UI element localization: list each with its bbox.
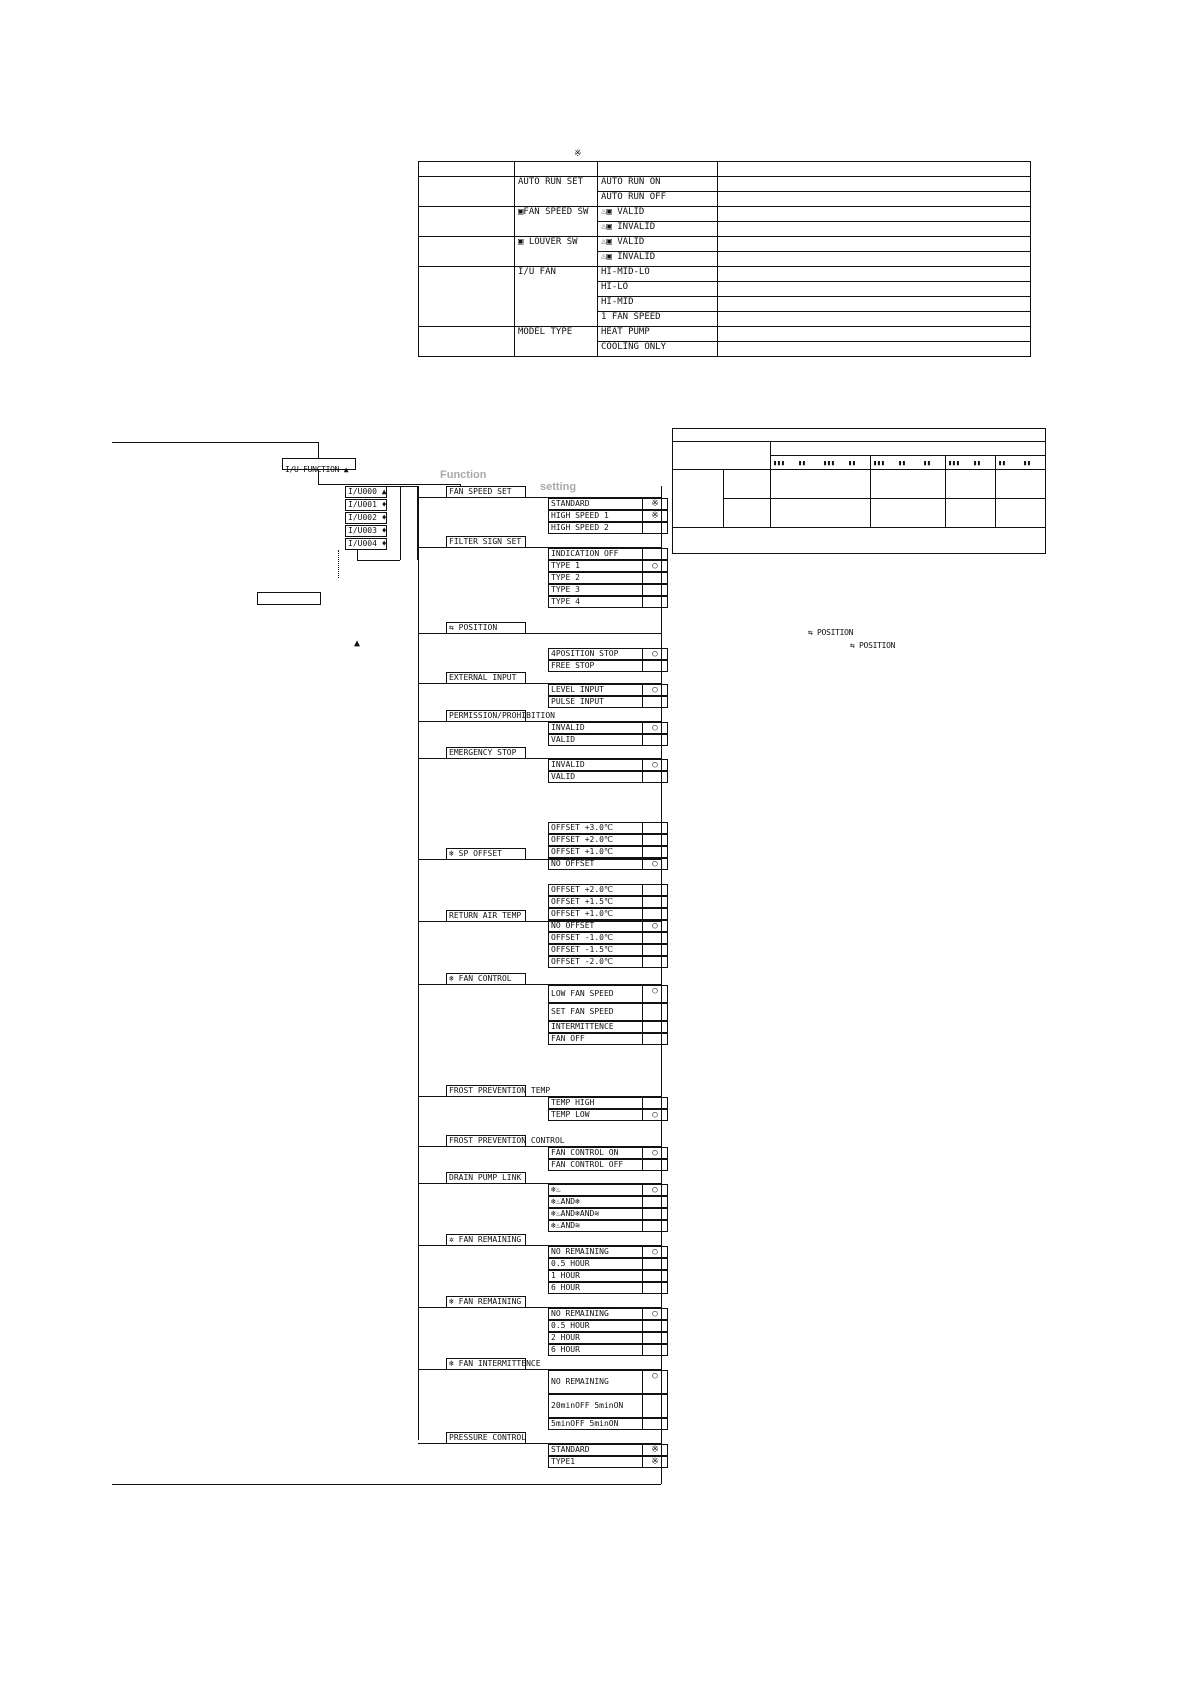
setting-option-label: VALID — [551, 772, 576, 781]
setting-option — [548, 944, 668, 956]
setting-option-label: ❄♨ — [551, 1185, 561, 1194]
speed-table-header-cell: ▮▮▮ — [773, 459, 785, 467]
setting-option-label: 4POSITION STOP — [551, 649, 619, 658]
setting-default-mark: ○ — [642, 722, 667, 734]
setting-option-label: INTERMITTENCE — [551, 1022, 614, 1031]
setting-option — [548, 1394, 668, 1418]
speed-table-header-cell: ▮▮ — [898, 459, 906, 467]
setting-option — [548, 572, 668, 584]
speed-table-header-cell: ▮▮ — [923, 459, 931, 467]
setting-default-mark — [642, 1097, 667, 1109]
setting-default-mark — [642, 1208, 667, 1220]
function-item: FROST PREVENTION TEMP — [446, 1085, 526, 1097]
setting-option-label: 20minOFF 5minON — [551, 1401, 624, 1410]
function-item: ❄ SP OFFSET — [446, 848, 526, 860]
setting-option-label: TYPE 3 — [551, 585, 580, 594]
setting-option — [548, 858, 668, 870]
setting-default-mark: ※ — [642, 510, 667, 522]
setting-option-label: 0.5 HOUR — [551, 1259, 590, 1268]
table-option: HI-MID-LO — [598, 267, 718, 282]
setting-default-mark: ※ — [642, 498, 667, 510]
setting-option — [548, 822, 668, 834]
table-option: ♨▣ INVALID — [598, 252, 718, 267]
setting-option — [548, 498, 668, 510]
setting-option — [548, 771, 668, 783]
setting-option — [548, 1332, 668, 1344]
speed-table — [672, 428, 1046, 554]
table-option: HI-LO — [598, 282, 718, 297]
setting-option-label: 6 HOUR — [551, 1283, 580, 1292]
setting-option-label: TEMP LOW — [551, 1110, 590, 1119]
setting-option-label: 0.5 HOUR — [551, 1321, 590, 1330]
setting-option-label: PULSE INPUT — [551, 697, 604, 706]
up-triangle: ▲ — [354, 638, 360, 649]
setting-option-label: 2 HOUR — [551, 1333, 580, 1342]
setting-option — [548, 920, 668, 932]
setting-default-mark — [642, 944, 667, 956]
setting-option — [548, 1270, 668, 1282]
setting-option — [548, 1344, 668, 1356]
setting-option-label: NO OFFSET — [551, 921, 595, 930]
setting-default-mark — [642, 896, 667, 908]
setting-option — [548, 1184, 668, 1196]
setting-option-label: OFFSET -1.0℃ — [551, 933, 613, 942]
setting-option-label: SET FAN SPEED — [551, 1007, 614, 1016]
setting-option — [548, 522, 668, 534]
setting-default-mark: ○ — [642, 648, 667, 660]
setting-option — [548, 1220, 668, 1232]
code-item: I/U001 ♦ — [345, 499, 387, 511]
setting-option-label: OFFSET +1.5℃ — [551, 897, 613, 906]
position-note-1: ⇆ POSITION — [808, 628, 854, 637]
setting-default-mark: ○ — [642, 985, 667, 1003]
speed-table-header-cell: ▮▮ — [848, 459, 856, 467]
setting-option — [548, 596, 668, 608]
code-item: I/U000 ▲ — [345, 486, 387, 498]
setting-default-mark: ○ — [642, 1370, 667, 1394]
setting-option-label: INVALID — [551, 760, 585, 769]
setting-default-mark — [642, 1196, 667, 1208]
setting-option-label: OFFSET -2.0℃ — [551, 957, 613, 966]
table-option: HEAT PUMP — [598, 327, 718, 342]
setting-option — [548, 956, 668, 968]
setting-option — [548, 1109, 668, 1121]
setting-option-label: ❄♨AND❄ — [551, 1197, 580, 1206]
setting-default-mark: ○ — [642, 858, 667, 870]
speed-table-header-cell: ▮▮▮ — [948, 459, 960, 467]
position-note-2: ⇆ POSITION — [850, 641, 896, 650]
setting-default-mark — [642, 1003, 667, 1021]
setting-default-mark: ○ — [642, 1109, 667, 1121]
setting-option — [548, 1021, 668, 1033]
setting-default-mark: ○ — [642, 684, 667, 696]
setting-default-mark — [642, 834, 667, 846]
setting-option-label: INVALID — [551, 723, 585, 732]
setting-option — [548, 896, 668, 908]
setting-default-mark — [642, 1418, 667, 1430]
setting-option — [548, 932, 668, 944]
setting-option — [548, 548, 668, 560]
code-item: I/U002 ♦ — [345, 512, 387, 524]
setting-option-label: OFFSET +3.0℃ — [551, 823, 613, 832]
setting-option-label: FREE STOP — [551, 661, 595, 670]
setting-option-label: TEMP HIGH — [551, 1098, 595, 1107]
setting-option-label: 6 HOUR — [551, 1345, 580, 1354]
setting-default-mark — [642, 572, 667, 584]
setting-default-mark: ○ — [642, 1184, 667, 1196]
setting-default-mark — [642, 822, 667, 834]
setting-default-mark — [642, 956, 667, 968]
setting-option — [548, 722, 668, 734]
setting-default-mark — [642, 1282, 667, 1294]
setting-default-mark — [642, 522, 667, 534]
setting-default-mark — [642, 1394, 667, 1418]
function-item: ❄ FAN CONTROL — [446, 973, 526, 985]
setting-default-mark — [642, 908, 667, 920]
setting-default-mark — [642, 1159, 667, 1171]
setting-option — [548, 1246, 668, 1258]
table-option: ♨▣ INVALID — [598, 222, 718, 237]
setting-option — [548, 560, 668, 572]
setting-option-label: OFFSET -1.5℃ — [551, 945, 613, 954]
setting-option-label: LOW FAN SPEED — [551, 989, 614, 998]
setting-option — [548, 908, 668, 920]
table-option: 1 FAN SPEED — [598, 312, 718, 327]
setting-option-label: TYPE 2 — [551, 573, 580, 582]
speed-table-header-cell: ▮▮ — [998, 459, 1006, 467]
function-item: EXTERNAL INPUT — [446, 672, 526, 684]
table-option: AUTO RUN OFF — [598, 192, 718, 207]
setting-default-mark — [642, 1344, 667, 1356]
setting-default-mark: ○ — [642, 1147, 667, 1159]
function-item: FAN SPEED SET — [446, 486, 526, 498]
table-item: ▣FAN SPEED SW — [515, 207, 598, 237]
speed-table-header-cell: ▮▮ — [1023, 459, 1031, 467]
setting-default-mark — [642, 1270, 667, 1282]
setting-option-label: INDICATION OFF — [551, 549, 619, 558]
setting-option-label: 1 HOUR — [551, 1271, 580, 1280]
function-item: DRAIN PUMP LINK — [446, 1172, 526, 1184]
setting-default-mark — [642, 1320, 667, 1332]
blank-box — [257, 592, 321, 605]
setting-option-label: OFFSET +1.0℃ — [551, 909, 613, 918]
setting-option — [548, 1159, 668, 1171]
setting-option-label: TYPE 4 — [551, 597, 580, 606]
setting-option-label: NO REMAINING — [551, 1377, 609, 1386]
setting-option — [548, 1258, 668, 1270]
setting-option — [548, 846, 668, 858]
setting-default-mark — [642, 696, 667, 708]
speed-table-header-cell: ▮▮ — [798, 459, 806, 467]
column-setting: setting — [540, 481, 577, 493]
setting-option — [548, 1003, 668, 1021]
setting-option-label: FAN OFF — [551, 1034, 585, 1043]
setting-default-mark: ○ — [642, 560, 667, 572]
setting-default-mark — [642, 771, 667, 783]
setting-default-mark — [642, 584, 667, 596]
table-item: ▣ LOUVER SW — [515, 237, 598, 267]
setting-option — [548, 1456, 668, 1468]
setting-option — [548, 1308, 668, 1320]
setting-default-mark — [642, 1220, 667, 1232]
setting-option-label: OFFSET +2.0℃ — [551, 885, 613, 894]
setting-default-mark: ※ — [642, 1456, 667, 1468]
setting-option — [548, 648, 668, 660]
setting-option — [548, 1320, 668, 1332]
setting-default-mark — [642, 884, 667, 896]
table-option: AUTO RUN ON — [598, 177, 718, 192]
table-option: ♨▣ VALID — [598, 207, 718, 222]
setting-option-label: TYPE 1 — [551, 561, 580, 570]
setting-option-label: ❄♨AND❄AND≋ — [551, 1209, 600, 1218]
function-item: PERMISSION/PROHIBITION — [446, 710, 526, 722]
function-item: ❄ FAN INTERMITTENCE — [446, 1358, 526, 1370]
setting-option — [548, 834, 668, 846]
table-option: COOLING ONLY — [598, 342, 718, 357]
setting-option-label: OFFSET +2.0℃ — [551, 835, 613, 844]
speed-table-header-cell: ▮▮▮ — [873, 459, 885, 467]
setting-default-mark — [642, 734, 667, 746]
setting-option-label: NO REMAINING — [551, 1309, 609, 1318]
setting-option-label: LEVEL INPUT — [551, 685, 604, 694]
speed-table-header-cell: ▮▮▮ — [823, 459, 835, 467]
setting-default-mark — [642, 1033, 667, 1045]
setting-option-label: 5minOFF 5minON — [551, 1419, 619, 1428]
setting-default-mark — [642, 548, 667, 560]
setting-option — [548, 1418, 668, 1430]
setting-option — [548, 884, 668, 896]
setting-option-label: HIGH SPEED 1 — [551, 511, 609, 520]
setting-option-label: NO OFFSET — [551, 859, 595, 868]
setting-option-label: FAN CONTROL OFF — [551, 1160, 624, 1169]
setting-option — [548, 1370, 668, 1394]
setting-option — [548, 985, 668, 1003]
setting-default-mark — [642, 846, 667, 858]
setting-option-label: STANDARD — [551, 1445, 590, 1454]
setting-option — [548, 1097, 668, 1109]
setting-option — [548, 684, 668, 696]
setting-option — [548, 759, 668, 771]
setting-option-label: TYPE1 — [551, 1457, 576, 1466]
setting-option — [548, 510, 668, 522]
setting-default-mark — [642, 1258, 667, 1270]
settings-table — [418, 161, 1031, 357]
setting-default-mark — [642, 1332, 667, 1344]
code-item: I/U004 ♦ — [345, 538, 387, 550]
table-item: MODEL TYPE — [515, 327, 598, 357]
setting-default-mark: ○ — [642, 1308, 667, 1320]
function-item: FROST PREVENTION CONTROL — [446, 1135, 526, 1147]
setting-option-label: ❄♨AND≋ — [551, 1221, 580, 1230]
function-item: PRESSURE CONTROL — [446, 1432, 526, 1444]
setting-option — [548, 584, 668, 596]
code-item: I/U003 ♦ — [345, 525, 387, 537]
speed-table-header-cell: ▮▮ — [973, 459, 981, 467]
function-item: FILTER SIGN SET — [446, 536, 526, 548]
table-option: ♨▣ VALID — [598, 237, 718, 252]
setting-option — [548, 1147, 668, 1159]
setting-option-label: STANDARD — [551, 499, 590, 508]
table-item: AUTO RUN SET — [515, 177, 598, 207]
setting-option — [548, 1033, 668, 1045]
setting-default-mark — [642, 660, 667, 672]
setting-option — [548, 1444, 668, 1456]
setting-option — [548, 1208, 668, 1220]
setting-default-mark: ※ — [642, 1444, 667, 1456]
function-item: ❄ FAN REMAINING — [446, 1296, 526, 1308]
function-item: EMERGENCY STOP — [446, 747, 526, 759]
iu-function-root: I/U FUNCTION ▲ — [282, 458, 356, 470]
top-note-mark: ※ — [574, 149, 582, 159]
setting-option-label: OFFSET +1.0℃ — [551, 847, 613, 856]
column-function: Function — [440, 469, 487, 481]
function-item: ⇆ POSITION — [446, 622, 526, 634]
setting-option — [548, 1196, 668, 1208]
setting-default-mark: ○ — [642, 1246, 667, 1258]
setting-option — [548, 660, 668, 672]
table-item: I/U FAN — [515, 267, 598, 327]
setting-option-label: VALID — [551, 735, 576, 744]
function-item: ✲ FAN REMAINING — [446, 1234, 526, 1246]
setting-default-mark — [642, 932, 667, 944]
setting-option — [548, 1282, 668, 1294]
setting-option — [548, 696, 668, 708]
table-option: HI-MID — [598, 297, 718, 312]
setting-option-label: FAN CONTROL ON — [551, 1148, 619, 1157]
setting-option-label: HIGH SPEED 2 — [551, 523, 609, 532]
setting-default-mark: ○ — [642, 920, 667, 932]
setting-default-mark: ○ — [642, 759, 667, 771]
setting-option — [548, 734, 668, 746]
function-item: RETURN AIR TEMP — [446, 910, 526, 922]
setting-default-mark — [642, 596, 667, 608]
setting-default-mark — [642, 1021, 667, 1033]
setting-option-label: NO REMAINING — [551, 1247, 609, 1256]
